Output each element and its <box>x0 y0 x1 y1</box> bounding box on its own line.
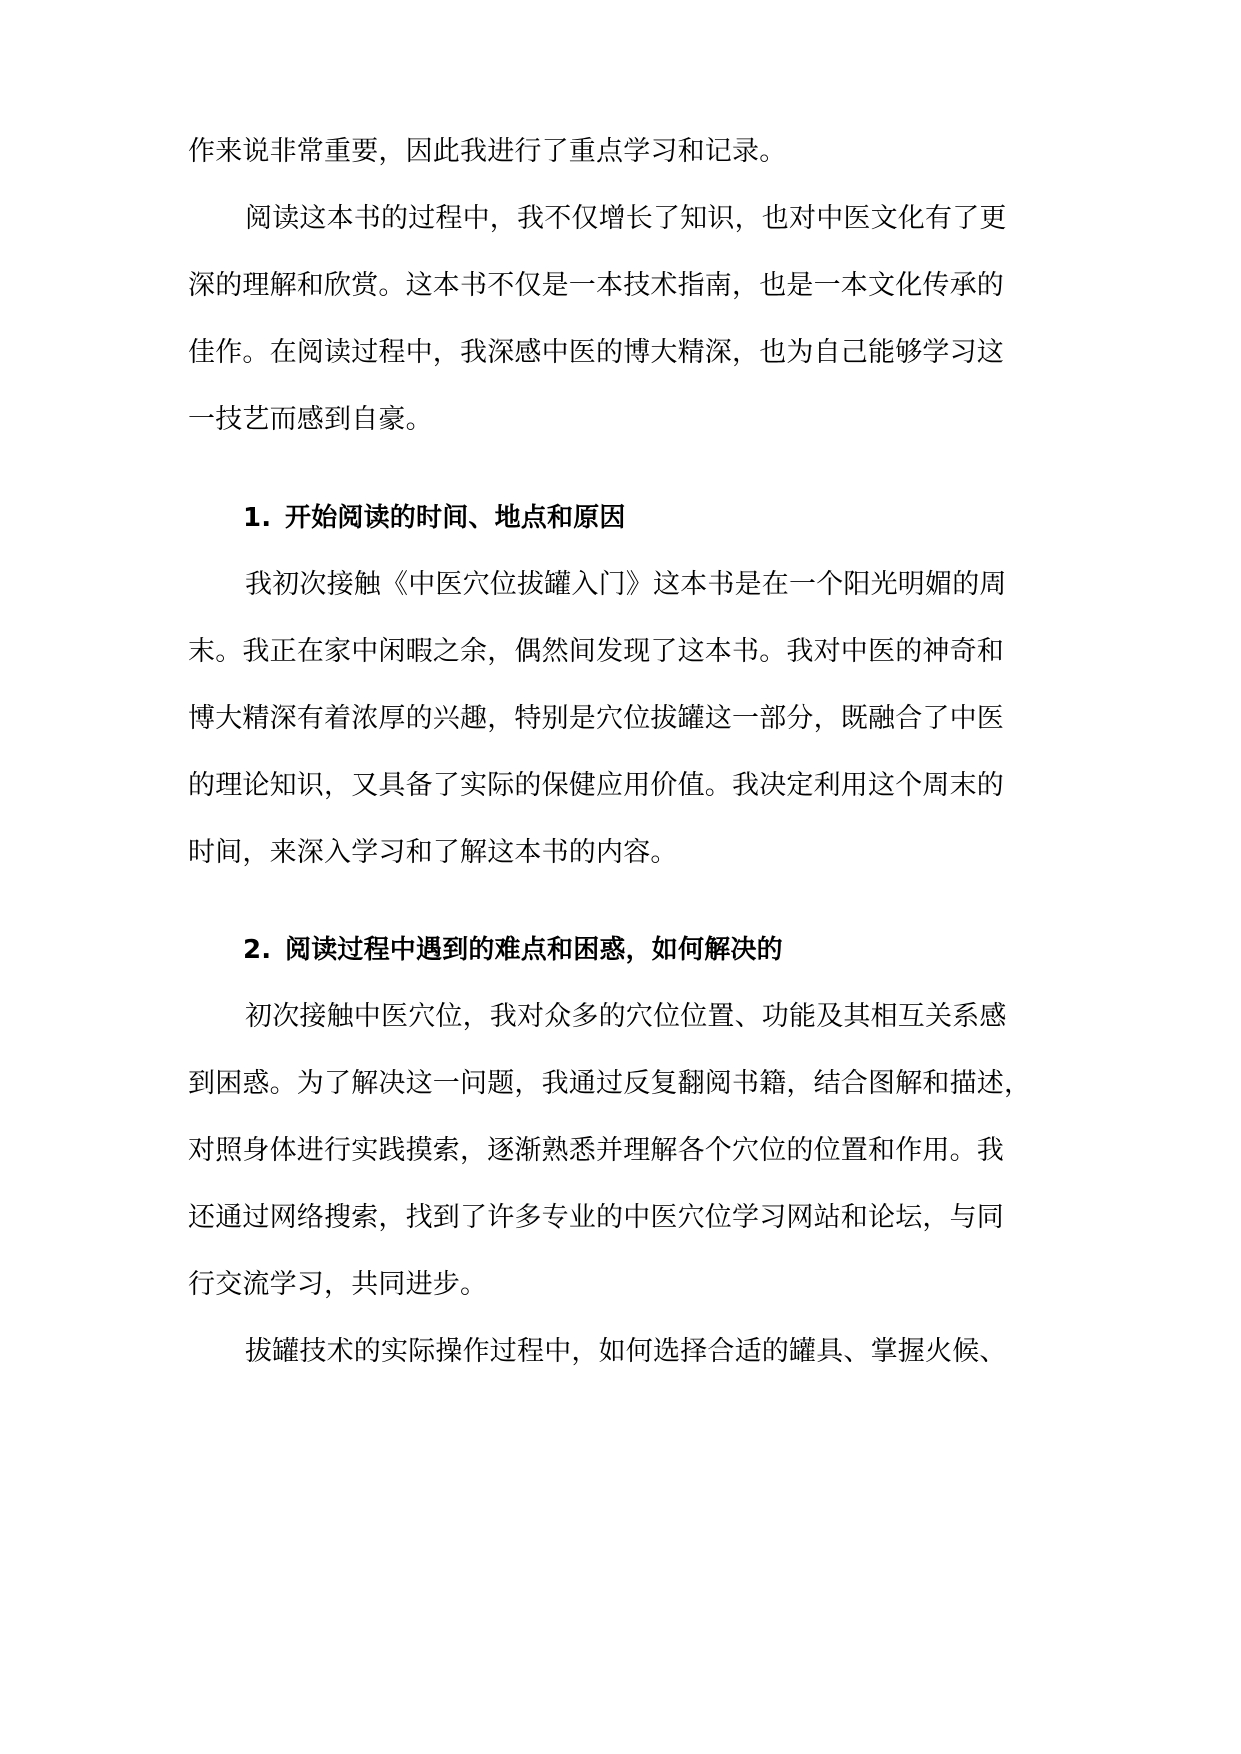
paragraph-line: 行交流学习，共同进步。 <box>188 1269 488 1300</box>
paragraph-line: 作来说非常重要，因此我进行了重点学习和记录。 <box>188 136 787 167</box>
section-heading <box>243 932 1123 968</box>
paragraph-line: 我初次接触《中医穴位拔罐入门》这本书是在一个阳光明媚的周 <box>245 569 1007 600</box>
paragraph-line: 时间，来深入学习和了解这本书的内容。 <box>188 837 678 868</box>
section-heading <box>243 500 1123 536</box>
section-heading-number: 1. <box>243 503 272 533</box>
paragraph-line: 阅读这本书的过程中，我不仅增长了知识，也对中医文化有了更 <box>245 203 1007 234</box>
paragraph-line: 对照身体进行实践摸索，逐渐熟悉并理解各个穴位的位置和作用。我 <box>188 1135 1004 1166</box>
paragraph-line: 深的理解和欣赏。这本书不仅是一本技术指南，也是一本文化传承的 <box>188 270 1004 301</box>
paragraph-line: 末。我正在家中闲暇之余，偶然间发现了这本书。我对中医的神奇和 <box>188 636 1004 667</box>
section-heading-text: 开始阅读的时间、地点和原因 <box>285 503 626 533</box>
paragraph-line: 还通过网络搜索，找到了许多专业的中医穴位学习网站和论坛，与同 <box>188 1202 1004 1233</box>
paragraph-line: 佳作。在阅读过程中，我深感中医的博大精深，也为自己能够学习这 <box>188 337 1004 368</box>
section-heading-number: 2. <box>243 935 272 965</box>
paragraph-line: 的理论知识，又具备了实际的保健应用价值。我决定利用这个周末的 <box>188 770 1004 801</box>
paragraph-line: 初次接触中医穴位，我对众多的穴位位置、功能及其相互关系感 <box>245 1001 1007 1032</box>
paragraph-line: 博大精深有着浓厚的兴趣，特别是穴位拔罐这一部分，既融合了中医 <box>188 703 1004 734</box>
paragraph-line: 一技艺而感到自豪。 <box>188 404 433 435</box>
paragraph-line: 到困惑。为了解决这一问题，我通过反复翻阅书籍，结合图解和描述， <box>188 1068 1032 1099</box>
section-heading-text: 阅读过程中遇到的难点和困惑，如何解决的 <box>285 935 783 965</box>
paragraph-line: 拔罐技术的实际操作过程中，如何选择合适的罐具、掌握火候、 <box>245 1336 1007 1367</box>
